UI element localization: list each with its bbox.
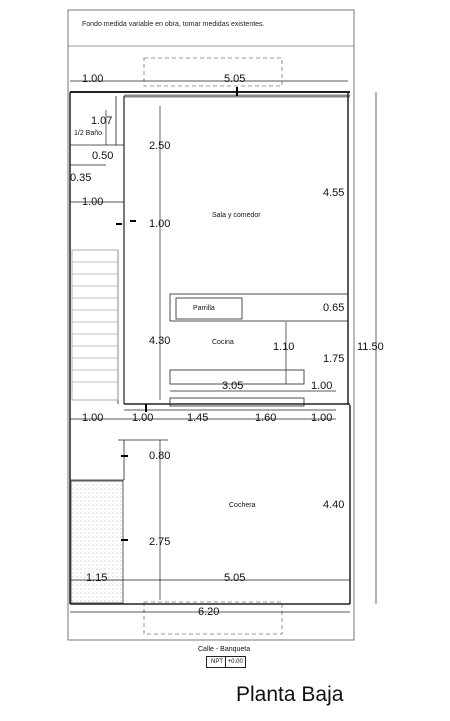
level-marker-label: NPT: [211, 659, 223, 665]
dim-mid-left-2: 1.00: [132, 412, 154, 424]
dim-counter-end: 1.00: [311, 380, 333, 392]
level-marker-value: +0.00: [225, 657, 243, 667]
dim-hall-gap: 0.80: [149, 450, 171, 462]
dim-living-right: 4.55: [323, 187, 345, 199]
door-markers: [116, 87, 237, 540]
dim-living-upper: 2.50: [149, 140, 171, 152]
dim-kitchen-right: 1.75: [323, 353, 345, 365]
dim-mid-c: 1.00: [311, 412, 333, 424]
dim-top-width: 5.05: [224, 73, 246, 85]
room-kitchen: Cocina: [212, 339, 234, 346]
street-label: Calle - Banqueta: [198, 646, 251, 653]
kitchen-counter-lower: [170, 398, 304, 406]
dim-top-left-width: 1.00: [82, 73, 104, 85]
dim-bath-offset: 0.35: [70, 172, 92, 184]
page-title: Planta Baja: [236, 683, 344, 706]
dim-bath-height: 1.07: [91, 115, 113, 127]
room-living-dining: Sala y comedor: [212, 212, 261, 219]
dim-door-gap: 1.00: [149, 218, 171, 230]
stair-box: [72, 250, 118, 400]
room-half-bath: 1/2 Baño: [74, 130, 103, 137]
dim-bottom-width: 5.05: [224, 572, 246, 584]
room-garage: Cochera: [229, 502, 256, 509]
stair-steps: [72, 262, 118, 382]
dim-kitchen-gap: 1.10: [273, 341, 295, 353]
dim-mid-b: 1.60: [255, 412, 277, 424]
dim-mid-a: 1.45: [187, 412, 209, 424]
top-projection-dashed: [144, 58, 282, 86]
dim-counter-width: 3.05: [222, 380, 244, 392]
level-marker: [206, 656, 246, 668]
header-note: Fondo medida variable en obra, tomar medidas existentes.: [82, 21, 265, 28]
room-grill: Parrilla: [193, 305, 215, 312]
dim-mid-left-1: 1.00: [82, 412, 104, 424]
dim-total-height: 11.50: [357, 341, 384, 353]
dim-garage-right: 4.40: [323, 499, 345, 511]
dim-total-width: 6.20: [198, 606, 220, 618]
dim-bottom-left-width: 1.15: [86, 572, 108, 584]
dim-stair-left-width: 1.00: [82, 196, 104, 208]
dim-garage-left: 2.75: [149, 536, 171, 548]
dim-grill-height: 0.65: [323, 302, 345, 314]
dim-bath-small: 0.50: [92, 150, 114, 162]
dim-stair-run: 4.30: [149, 335, 171, 347]
garden-hatch: [71, 481, 123, 603]
top-notch: [68, 10, 354, 46]
